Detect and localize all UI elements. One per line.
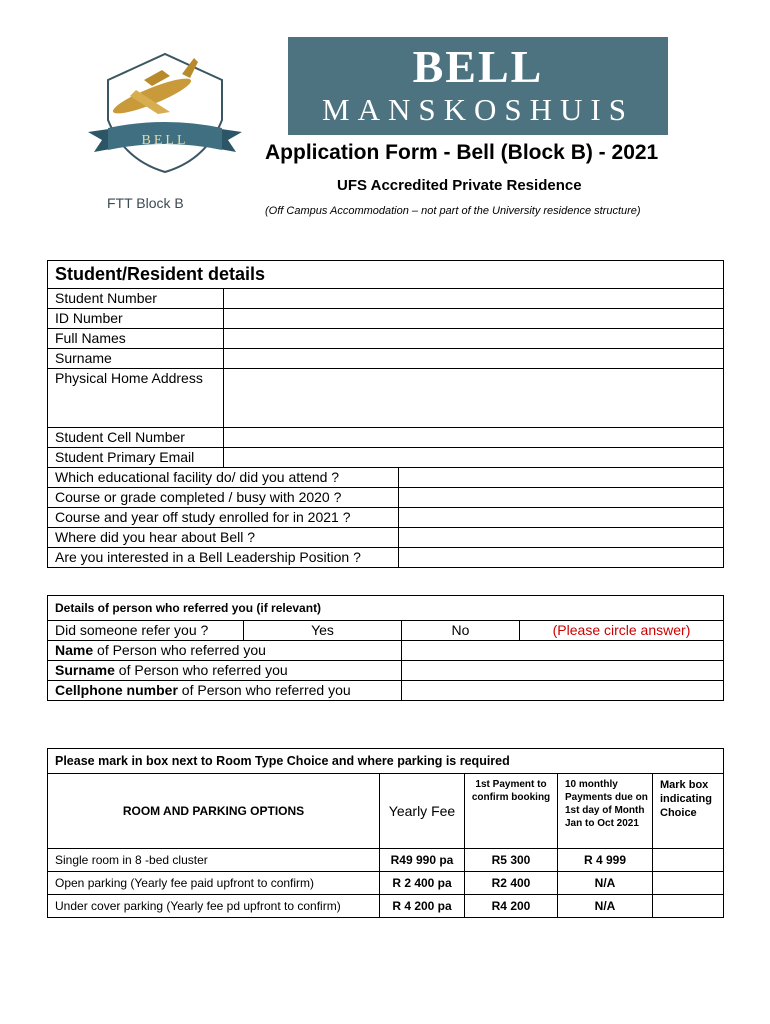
question-label: Which educational facility do/ did you attend ? <box>48 468 399 488</box>
brand-name: BELL <box>412 41 544 92</box>
cell-number-input[interactable] <box>224 428 724 448</box>
referrer-name-label: Name of Person who referred you <box>48 641 402 661</box>
email-input[interactable] <box>224 448 724 468</box>
options-column-header: ROOM AND PARKING OPTIONS <box>48 774 380 849</box>
monthly-payment-value: N/A <box>558 895 653 918</box>
circle-instruction: (Please circle answer) <box>520 621 724 641</box>
monthly-payments-header: 10 monthly Payments due on 1st day of Month Jan to Oct 2021 <box>558 774 653 849</box>
monthly-payment-value: N/A <box>558 872 653 895</box>
off-campus-note: (Off Campus Accommodation – not part of the University residence structure) <box>265 205 641 217</box>
single-room-choice-box[interactable] <box>653 849 724 872</box>
bell-logo <box>86 50 244 175</box>
room-options-table <box>47 748 724 918</box>
course-2021-input[interactable] <box>399 508 724 528</box>
page-title: Application Form - Bell (Block B) - 2021 <box>265 141 659 164</box>
field-label: Surname <box>48 349 224 369</box>
brand-subtitle: MANSKOSHUIS <box>322 92 634 127</box>
field-label: ID Number <box>48 309 224 329</box>
referrer-cellphone-input[interactable] <box>402 681 724 701</box>
first-payment-value: R2 400 <box>465 872 558 895</box>
yearly-fee-value: R 4 200 pa <box>380 895 465 918</box>
referral-question: Did someone refer you ? <box>48 621 244 641</box>
question-label: Where did you hear about Bell ? <box>48 528 399 548</box>
full-names-input[interactable] <box>224 329 724 349</box>
referral-no-option[interactable]: No <box>402 621 520 641</box>
home-address-input[interactable] <box>224 369 724 428</box>
referrer-surname-input[interactable] <box>402 661 724 681</box>
question-label: Are you interested in a Bell Leadership Position ? <box>48 548 399 568</box>
leadership-interest-input[interactable] <box>399 548 724 568</box>
plane-icon <box>110 58 198 119</box>
referrer-cellphone-label: Cellphone number of Person who referred you <box>48 681 402 701</box>
room-option-label: Under cover parking (Yearly fee pd upfront to confirm) <box>48 895 380 918</box>
id-number-input[interactable] <box>224 309 724 329</box>
open-parking-choice-box[interactable] <box>653 872 724 895</box>
monthly-payment-value: R 4 999 <box>558 849 653 872</box>
field-label: Student Primary Email <box>48 448 224 468</box>
first-payment-value: R5 300 <box>465 849 558 872</box>
course-2020-input[interactable] <box>399 488 724 508</box>
heard-about-input[interactable] <box>399 528 724 548</box>
field-label: Physical Home Address <box>48 369 224 428</box>
student-number-input[interactable] <box>224 289 724 309</box>
field-label: Full Names <box>48 329 224 349</box>
yearly-fee-header: Yearly Fee <box>380 774 465 849</box>
referral-table <box>47 595 724 701</box>
referrer-name-input[interactable] <box>402 641 724 661</box>
first-payment-value: R4 200 <box>465 895 558 918</box>
referral-section-heading: Details of person who referred you (if relevant) <box>48 596 724 621</box>
room-option-label: Single room in 8 -bed cluster <box>48 849 380 872</box>
brand-banner <box>288 37 668 135</box>
student-details-table <box>47 260 724 568</box>
yearly-fee-value: R49 990 pa <box>380 849 465 872</box>
surname-input[interactable] <box>224 349 724 369</box>
yearly-fee-value: R 2 400 pa <box>380 872 465 895</box>
referrer-surname-label: Surname of Person who referred you <box>48 661 402 681</box>
field-label: Student Number <box>48 289 224 309</box>
svg-text:BELL: BELL <box>141 133 189 148</box>
field-label: Student Cell Number <box>48 428 224 448</box>
question-label: Course or grade completed / busy with 2020 ? <box>48 488 399 508</box>
student-section-heading: Student/Resident details <box>48 261 724 289</box>
first-payment-header: 1st Payment to confirm booking <box>465 774 558 849</box>
accreditation-label: UFS Accredited Private Residence <box>337 177 582 194</box>
block-label: FTT Block B <box>107 195 184 211</box>
question-label: Course and year off study enrolled for in 2021 ? <box>48 508 399 528</box>
covered-parking-choice-box[interactable] <box>653 895 724 918</box>
education-facility-input[interactable] <box>399 468 724 488</box>
room-section-heading: Please mark in box next to Room Type Choice and where parking is required <box>48 749 724 774</box>
mark-choice-header: Mark box indicating Choice <box>653 774 724 849</box>
referral-yes-option[interactable]: Yes <box>244 621 402 641</box>
room-option-label: Open parking (Yearly fee paid upfront to confirm) <box>48 872 380 895</box>
